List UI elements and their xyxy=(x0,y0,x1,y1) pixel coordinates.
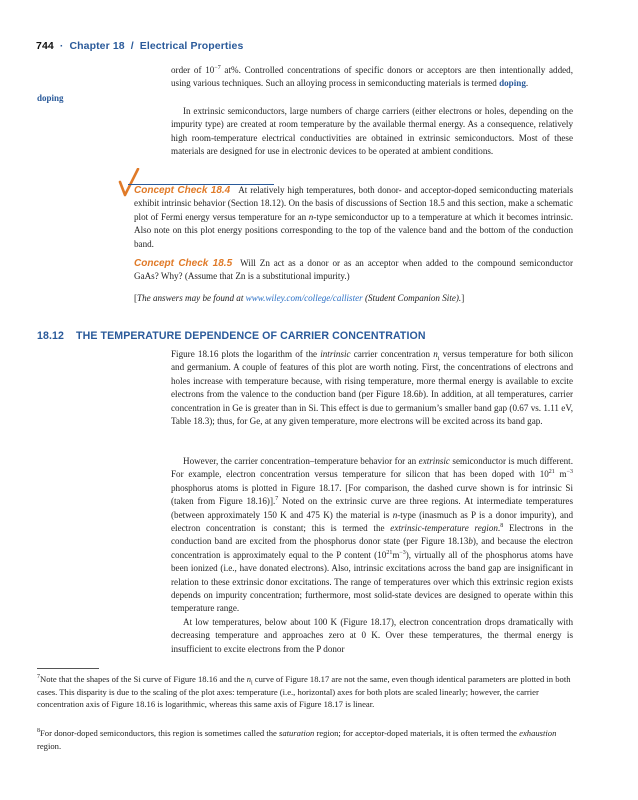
companion-site-link[interactable]: www.wiley.com/college/callister xyxy=(245,293,363,303)
body-paragraph-2: However, the carrier concentration–temperature behavior for an extrinsic semiconductor is much different. For example, electron concentration versus temperature for silicon that has been doped with $10^{21}$ $m^{-3}$ phosphorus atoms is plotted in Figure 18.17. [For comparison, the dashed curve shown is for intrinsic Si (taken from Figure 18.16)].$^7$ Noted on the extrinsic curve are three regions. At intermediate temperatures (between approximately 150 K and 475 K) the material is n-type (inasmuch as P is a donor impurity), and electron concentration is constant; this is termed the extrinsic-temperature region.$^8$ Electrons in the conduction band are excited from the phosphorus donor state (per Figure 18.13b), and because the electron concentration is approximately equal to the P content $(10^{21}m^{-3})$, virtually all of the phosphorus atoms have been ionized (i.e., have donated electrons). Also, intrinsic excitations across the band gap are insignificant in relation to these extrinsic donor excitations. The range of temperatures over which this extrinsic region exists depends on impurity concentration; furthermore, most solid-state devices are designed to operate within this temperature range. xyxy=(171,456,574,614)
body-paragraph-1: Figure 18.16 plots the logarithm of the intrinsic carrier concentration $n_i$ versus temperature for both silicon and germanium. A couple of features of this plot are worth noting. First, the concentrations of electrons and holes increase with temperature because, with rising temperature, more thermal energy is available to excite electrons from the valence to the conduction band (per Figure 18.6b). In addition, at all temperatures, carrier concentration in Ge is greater than in Si. This effect is due to germanium’s smaller band gap (0.67 vs. 1.11 eV, Table 18.3); thus, for Ge, at any given temperature, more electrons will be excited across its band gap. xyxy=(171,349,574,427)
running-header xyxy=(36,40,243,52)
footnote-rule xyxy=(37,668,99,669)
answers-note: [The answers may be found at www.wiley.com/college/callister (Student Companion Site).] xyxy=(134,293,465,303)
chapter-title: Electrical Properties xyxy=(139,40,244,52)
concept-check-18-5: Concept Check 18.5 Will Zn act as a donor or as an acceptor when added to the compound semiconductor GaAs? Why? (Assume that Zn is a substitutional impurity.) xyxy=(134,258,573,282)
extrinsic-paragraph: In extrinsic semiconductors, large numbers of charge carriers (either electrons or holes, depending on the impurity type) are created at room temperature by the available thermal energy. As a consequence, relatively high room-temperature electrical conductivities are obtained in extrinsic semiconductors. Most of these materials are designed for use in electronic devices to be operated at ambient conditions. xyxy=(171,106,573,157)
margin-term-doping: doping xyxy=(37,93,64,103)
chapter-label: Chapter 18 xyxy=(69,40,125,52)
section-number: 18.12 xyxy=(37,330,65,342)
concept-check-18-4: Concept Check 18.4 At relatively high temperatures, both donor- and acceptor-doped semiconducting materials exhibit intrinsic behavior (Section 18.12). On the basis of discussions of Section 18.5 and this section, make a schematic plot of Fermi energy versus temperature for an n-type semiconductor up to a temperature at which it becomes intrinsic. Also note on this plot energy positions corresponding to the top of the valence band and the bottom of the conduction band. xyxy=(134,185,574,249)
footnote-7: $^7$Note that the shapes of the Si curve of Figure 18.16 and the $n_i$ curve of Figure 18.17 are not the same, even though identical parameters are plotted in both cases. This disparity is due to the scaling of the plot axes: temperature (i.e., horizontal) axes for both plots are scaled linearly; however, the carrier concentration axis of Figure 18.16 is logarithmic, whereas this same axis of Figure 18.17 is linear. xyxy=(37,674,571,710)
body-paragraph-3: At low temperatures, below about 100 K (Figure 18.17), electron concentration drops dramatically with decreasing temperature and approaches zero at 0 K. Over these temperatures, the thermal energy is insufficient to excite electrons from the P donor xyxy=(171,617,573,654)
concept-check-label: Concept Check 18.4 xyxy=(134,185,231,196)
header-separator: · xyxy=(59,40,64,52)
footnote-ref-7[interactable]: 7 xyxy=(275,496,279,503)
footnote-8: $^8$For donor-doped semiconductors, this region is sometimes called the saturation region; for acceptor-doped materials, it is often termed the exhaustion region. xyxy=(37,728,557,751)
section-title: THE TEMPERATURE DEPENDENCE OF CARRIER CONCENTRATION xyxy=(76,330,426,342)
section-heading xyxy=(37,330,426,342)
keyword-doping: doping xyxy=(499,78,526,89)
page-number: 744 xyxy=(36,40,54,52)
concept-check-label: Concept Check 18.5 xyxy=(134,258,233,269)
intro-paragraph: order of $10^{-7}$ at%. Controlled concentrations of specific donors or acceptors are then intentionally added, using various techniques. Such an alloying process in semiconducting materials is termed doping. xyxy=(171,64,573,89)
header-slash: / xyxy=(130,40,134,52)
footnote-ref-8[interactable]: 8 xyxy=(500,523,504,529)
